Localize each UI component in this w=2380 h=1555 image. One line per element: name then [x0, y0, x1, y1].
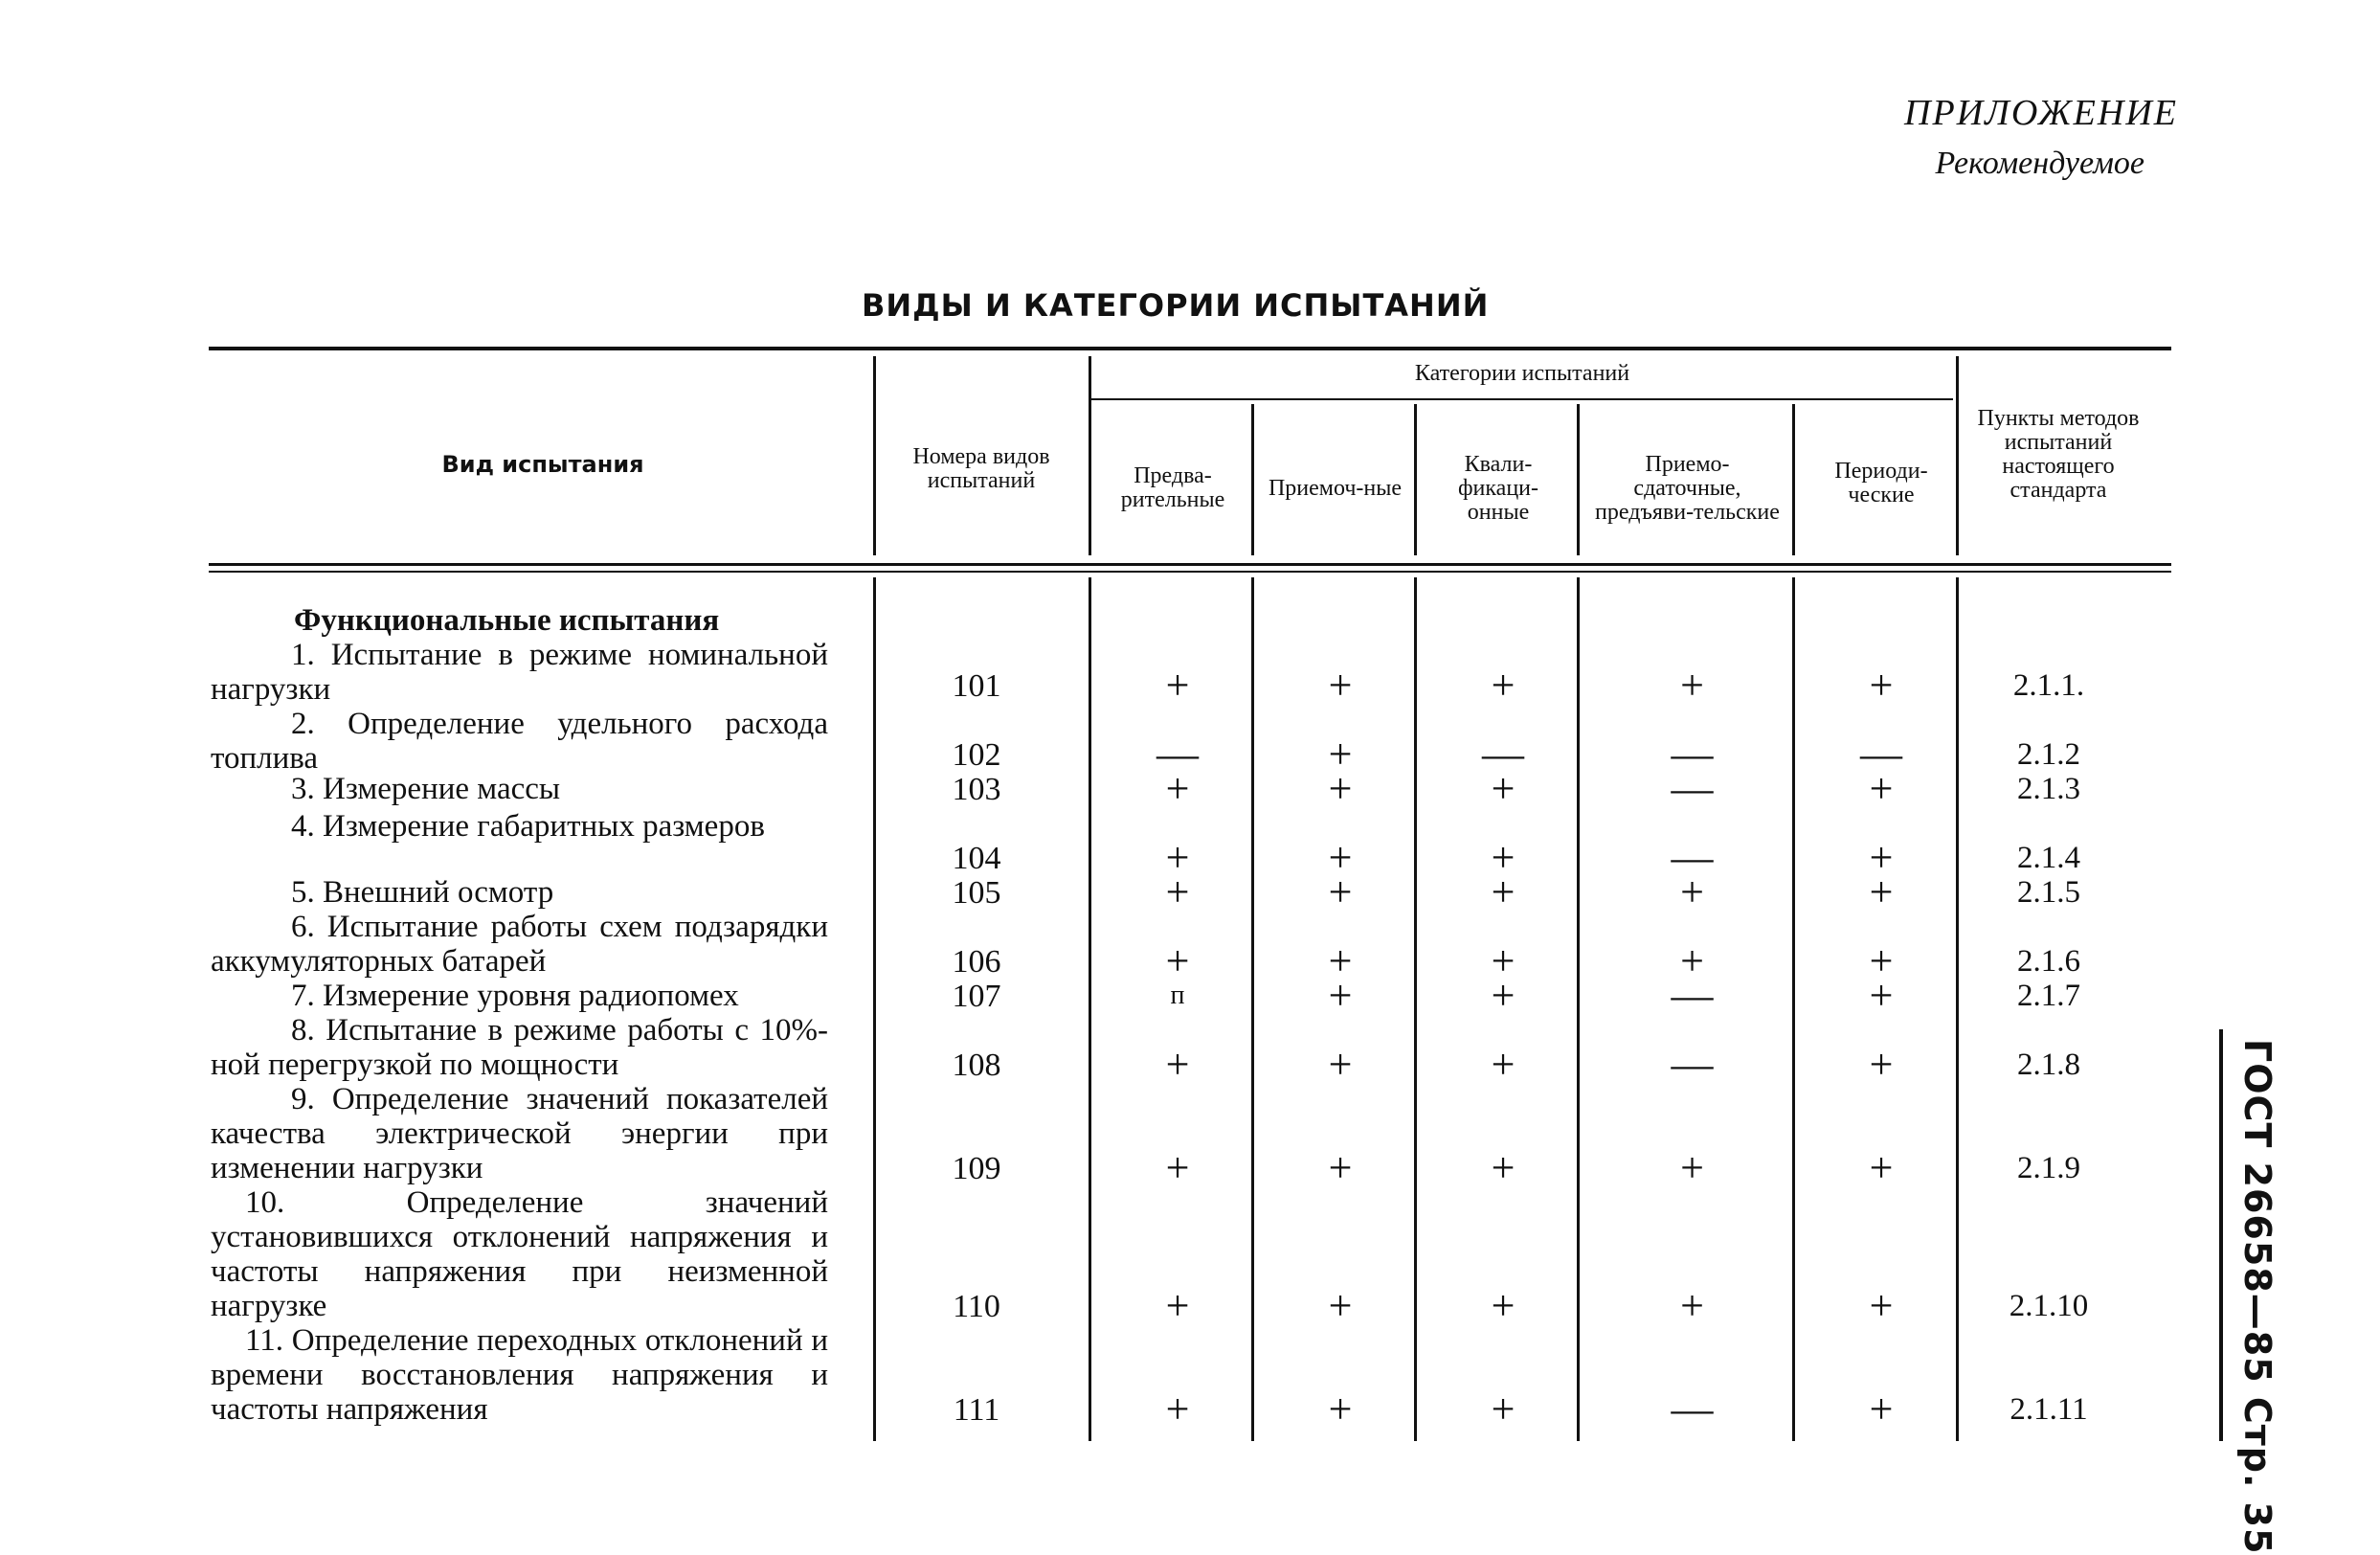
row-7-desc: 7. Измерение уровня радиопомех	[291, 979, 739, 1013]
row-6-mark-4: +	[1680, 937, 1704, 984]
row-5-mark-3: +	[1491, 868, 1516, 915]
header-cat-qualification: Квали-фикаци-онные	[1457, 451, 1539, 525]
row-7-mark-1: п	[1170, 980, 1185, 1010]
row-1-mark-3: +	[1491, 662, 1516, 709]
row-5-mark-2: +	[1328, 868, 1353, 915]
row-11-mark-4: —	[1671, 1386, 1714, 1432]
row-7-mark-4: —	[1671, 972, 1714, 1019]
row-8-mark-5: +	[1869, 1041, 1894, 1088]
row-9-num: 109	[952, 1151, 1001, 1186]
row-9-mark-5: +	[1869, 1144, 1894, 1191]
row-2-mark-5: —	[1860, 731, 1902, 778]
row-11-desc: 11. Определение переходных отклонений и времени восстановления напряжения и частоты напряжения	[211, 1323, 828, 1427]
col-divider-6	[1792, 404, 1795, 555]
row-9-item: 2.1.9	[2017, 1151, 2080, 1185]
row-3-mark-4: —	[1671, 765, 1714, 812]
row-1-mark-1: +	[1165, 662, 1190, 709]
row-5-mark-1: +	[1165, 868, 1190, 915]
row-5-desc: 5. Внешний осмотр	[291, 875, 554, 910]
row-10-num: 110	[953, 1289, 1000, 1324]
row-2-mark-2: +	[1328, 731, 1353, 778]
row-4-desc: 4. Измерение габаритных размеров	[291, 809, 765, 844]
header-nomera: Номера видов испытаний	[912, 444, 1050, 493]
row-9-mark-3: +	[1491, 1144, 1516, 1191]
row-3-num: 103	[952, 772, 1001, 807]
row-10-mark-5: +	[1869, 1282, 1894, 1329]
row-9-mark-1: +	[1165, 1144, 1190, 1191]
row-10-desc: 10. Определение значений установившихся отклонений напряжения и частоты напряжения при неизменной нагрузке	[211, 1185, 828, 1323]
col-divider-1	[873, 356, 876, 555]
row-11-mark-3: +	[1491, 1386, 1516, 1432]
col-divider-3	[1251, 404, 1254, 555]
row-2-item: 2.1.2	[2017, 737, 2080, 772]
row-1-mark-2: +	[1328, 662, 1353, 709]
appendix-title: ПРИЛОЖЕНИЕ	[1904, 93, 2178, 133]
row-7-num: 107	[952, 979, 1001, 1014]
row-9-mark-4: +	[1680, 1144, 1704, 1191]
row-2-desc: 2. Определение удельного расхода топлива	[211, 707, 828, 776]
row-7-mark-5: +	[1869, 972, 1894, 1019]
row-10-mark-2: +	[1328, 1282, 1353, 1329]
row-8-mark-4: —	[1671, 1041, 1714, 1088]
row-9-mark-2: +	[1328, 1144, 1353, 1191]
row-1-mark-5: +	[1869, 662, 1894, 709]
header-vid-ispytaniya: Вид испытания	[441, 450, 644, 478]
row-3-desc: 3. Измерение массы	[291, 772, 561, 806]
row-6-mark-5: +	[1869, 937, 1894, 984]
row-10-mark-3: +	[1491, 1282, 1516, 1329]
col-divider-7	[1956, 356, 1959, 555]
header-cat-preliminary: Предва-рительные	[1120, 463, 1225, 512]
row-11-item: 2.1.11	[2010, 1392, 2088, 1427]
row-4-num: 104	[952, 841, 1001, 876]
row-2-mark-3: —	[1482, 731, 1524, 778]
row-10-item: 2.1.10	[2009, 1289, 2089, 1323]
row-2-mark-1: —	[1156, 731, 1199, 778]
row-4-item: 2.1.4	[2017, 841, 2080, 875]
appendix-subtitle: Рекомендуемое	[1935, 146, 2144, 181]
header-categories: Категории испытаний	[1414, 360, 1630, 386]
row-7-mark-3: +	[1491, 972, 1516, 1019]
row-4-mark-5: +	[1869, 834, 1894, 881]
category-rule	[1091, 398, 1953, 400]
row-8-mark-1: +	[1165, 1041, 1190, 1088]
row-6-mark-1: +	[1165, 937, 1190, 984]
row-6-desc: 6. Испытание работы схем подзарядки аккумуляторных батарей	[211, 910, 828, 979]
header-bottom-rule-2	[209, 571, 2171, 573]
row-7-item: 2.1.7	[2017, 979, 2080, 1013]
row-10-mark-1: +	[1165, 1282, 1190, 1329]
col-divider-2b	[1089, 577, 1091, 1441]
row-1-num: 101	[952, 668, 1001, 704]
row-11-mark-1: +	[1165, 1386, 1190, 1432]
row-7-mark-2: +	[1328, 972, 1353, 1019]
table-title: ВИДЫ И КАТЕГОРИИ ИСПЫТАНИЙ	[862, 287, 1490, 324]
row-9-desc: 9. Определение значений показателей качества электрической энергии при изменении нагрузки	[211, 1082, 828, 1185]
row-8-num: 108	[952, 1048, 1001, 1083]
row-3-item: 2.1.3	[2017, 772, 2080, 806]
col-divider-5	[1577, 404, 1580, 555]
header-cat-acceptance: Приемоч-ные	[1268, 475, 1403, 501]
row-6-mark-3: +	[1491, 937, 1516, 984]
table-top-rule	[209, 347, 2171, 350]
row-4-mark-4: —	[1671, 834, 1714, 881]
row-1-item: 2.1.1.	[2012, 668, 2085, 703]
row-6-item: 2.1.6	[2017, 944, 2080, 979]
row-3-mark-3: +	[1491, 765, 1516, 812]
row-1-mark-4: +	[1680, 662, 1704, 709]
row-11-num: 111	[953, 1392, 1000, 1428]
section-title: Функциональные испытания	[294, 603, 720, 638]
row-5-mark-4: +	[1680, 868, 1704, 915]
row-5-item: 2.1.5	[2017, 875, 2080, 910]
col-divider-4	[1414, 404, 1417, 555]
header-method-items: Пункты методов испытаний настоящего стандарта	[1977, 406, 2140, 503]
side-rule	[2219, 1029, 2223, 1441]
row-4-mark-2: +	[1328, 834, 1353, 881]
row-6-num: 106	[952, 944, 1001, 980]
row-11-mark-5: +	[1869, 1386, 1894, 1432]
row-6-mark-2: +	[1328, 937, 1353, 984]
row-10-mark-4: +	[1680, 1282, 1704, 1329]
row-8-item: 2.1.8	[2017, 1048, 2080, 1082]
header-cat-periodic: Периоди-ческие	[1834, 459, 1928, 507]
header-cat-presentation: Приемо-сдаточные, предъяви-тельские	[1595, 451, 1780, 525]
row-8-mark-3: +	[1491, 1041, 1516, 1088]
row-4-mark-3: +	[1491, 834, 1516, 881]
row-5-mark-5: +	[1869, 868, 1894, 915]
row-8-desc: 8. Испытание в режиме работы с 10%-ной перегрузкой по мощности	[211, 1013, 828, 1082]
row-4-mark-1: +	[1165, 834, 1190, 881]
row-8-mark-2: +	[1328, 1041, 1353, 1088]
row-11-mark-2: +	[1328, 1386, 1353, 1432]
row-5-num: 105	[952, 875, 1001, 911]
side-label: ГОСТ 26658—85 Стр. 35	[2236, 1039, 2279, 1555]
row-2-num: 102	[952, 737, 1001, 773]
row-1-desc: 1. Испытание в режиме номинальной нагрузки	[211, 638, 828, 707]
row-2-mark-4: —	[1671, 731, 1714, 778]
row-3-mark-2: +	[1328, 765, 1353, 812]
row-3-mark-5: +	[1869, 765, 1894, 812]
row-3-mark-1: +	[1165, 765, 1190, 812]
